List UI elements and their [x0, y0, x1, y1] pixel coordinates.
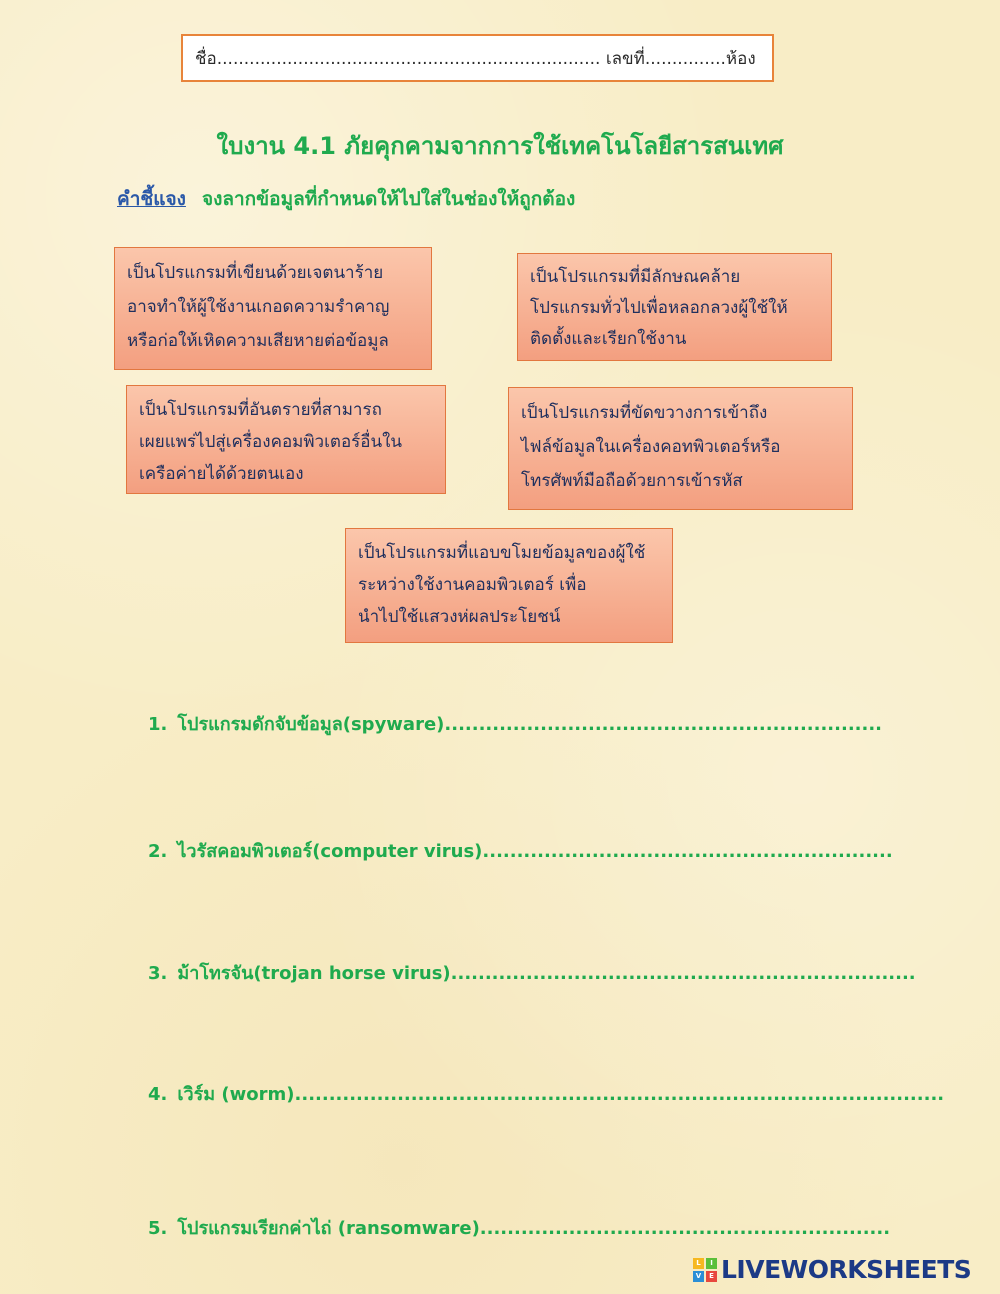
card-line: เครือค่ายได้ด้วยตนเอง: [139, 464, 304, 484]
card-line: เป็นโปรแกรมที่มีลักษณคล้าย: [530, 267, 741, 287]
question-text: เวิร์ม (worm)...............................................................................................: [177, 1084, 945, 1105]
answer-slot-computer-virus[interactable]: [148, 836, 893, 865]
card-line: เป็นโปรแกรมที่อันตรายที่สามารถ: [139, 400, 382, 420]
drag-card-malware-definition[interactable]: [114, 247, 432, 370]
question-number: 4.: [148, 1084, 168, 1105]
worksheet-title: ใบงาน 4.1 ภัยคุกคามจากการใช้เทคโนโลยีสารสนเทศ: [216, 132, 784, 160]
question-text: ม้าโทรจัน(trojan horse virus)....................................................................: [177, 963, 916, 984]
question-number: 3.: [148, 963, 168, 984]
card-line: เป็นโปรแกรมที่ขัดขวางการเข้าถึง: [521, 403, 768, 423]
logo-text: LIVEWORKSHEETS: [721, 1255, 972, 1284]
logo-tile: L: [693, 1258, 704, 1269]
instruction-label: คำชี้แจง: [117, 188, 186, 210]
question-text: โปรแกรมดักจับข้อมูล(spyware)................................................................: [177, 714, 883, 735]
card-line: หรือก่อให้เหิดความเสียหายต่อข้อมูล: [127, 331, 389, 351]
name-line-text: ชื่อ....................................................................... เลขที่...............ห้อง: [195, 48, 756, 69]
card-line: เป็นโปรแกรมที่แอบขโมยข้อมูลของผู้ใช้: [358, 543, 646, 563]
answer-slot-worm[interactable]: [148, 1079, 944, 1108]
card-line: ติดตั้งและเรียกใช้งาน: [530, 329, 687, 349]
drag-card-ransomware-definition[interactable]: [508, 387, 853, 510]
drag-card-spyware-definition[interactable]: [345, 528, 673, 643]
card-line: เผยแพร่ไปสู่เครื่องคอมพิวเตอร์อื่นใน: [139, 432, 403, 452]
logo-tile: I: [706, 1258, 717, 1269]
logo-tile: V: [693, 1271, 704, 1282]
card-line: เป็นโปรแกรมที่เขียนด้วยเจตนาร้าย: [127, 263, 384, 283]
drag-card-worm-definition[interactable]: [126, 385, 446, 494]
logo-tile: E: [706, 1271, 717, 1282]
logo-icon: [693, 1258, 717, 1282]
card-line: โทรศัพท์มือถือด้วยการเข้ารหัส: [521, 471, 743, 491]
name-number-room-field: [181, 34, 774, 82]
instruction-text: จงลากข้อมูลที่กำหนดให้ไปใส่ในช่องให้ถูกต้อง: [201, 188, 576, 210]
answer-slot-spyware[interactable]: [148, 709, 882, 738]
question-text: โปรแกรมเรียกค่าไถ่ (ransomware)............................................................: [177, 1218, 891, 1239]
card-line: นำไปใช้แสวงห่ผลประโยชน์: [358, 607, 561, 627]
drag-card-trojan-definition[interactable]: [517, 253, 832, 361]
question-number: 5.: [148, 1218, 168, 1239]
card-line: โปรแกรมทั่วไปเพื่อหลอกลวงผู้ใช้ให้: [530, 298, 788, 318]
question-number: 2.: [148, 841, 168, 862]
card-line: ระหว่างใช้งานคอมพิวเตอร์ เพื่อ: [358, 575, 587, 595]
answer-slot-trojan[interactable]: [148, 958, 916, 987]
liveworksheets-logo: [693, 1255, 971, 1284]
card-line: อาจทำให้ผู้ใช้งานเกอดความรำคาญ: [127, 297, 390, 317]
instruction: [117, 184, 575, 214]
answer-slot-ransomware[interactable]: [148, 1213, 890, 1242]
card-line: ไฟล์ข้อมูลในเครื่องคอทพิวเตอร์หรือ: [521, 437, 781, 457]
question-number: 1.: [148, 714, 168, 735]
question-text: ไวรัสคอมพิวเตอร์(computer virus)............................................................: [177, 841, 893, 862]
